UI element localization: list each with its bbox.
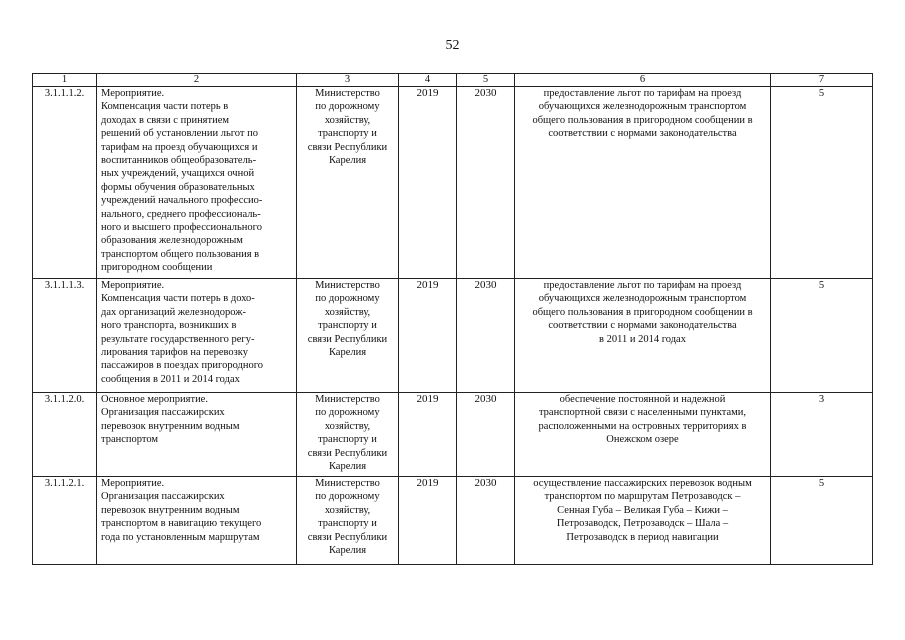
executor-line: связи Республики xyxy=(307,531,388,543)
result-line: Петрозаводск, Петрозаводск – Шала – xyxy=(556,518,729,530)
executor xyxy=(297,477,399,565)
expected-result xyxy=(515,87,771,279)
executor-line: транспорту и xyxy=(318,518,377,530)
name-line: Организация пассажирских xyxy=(101,491,225,503)
executor-line: Министерство xyxy=(315,478,380,489)
measure-name xyxy=(97,87,297,279)
header-cell-7: 7 xyxy=(771,74,873,87)
name-line: формы обучения образовательных xyxy=(101,181,255,193)
executor-line: хозяйству, xyxy=(324,504,371,516)
executor xyxy=(297,87,399,279)
result-line: Онежском озере xyxy=(606,434,679,446)
name-line: транспортом xyxy=(101,434,159,446)
result-line: Петрозаводск в период навигации xyxy=(566,531,719,543)
result-line: обучающихся железнодорожным транспортом xyxy=(538,101,747,113)
executor xyxy=(297,393,399,477)
expected-result xyxy=(515,393,771,477)
executor-line: связи Республики xyxy=(307,141,388,153)
expected-result xyxy=(515,279,771,393)
end-year: 2030 xyxy=(457,477,515,565)
result-line: предоставление льгот по тарифам на проезд xyxy=(543,280,742,291)
name-line: пассажиров в поездах пригородного xyxy=(101,360,264,372)
name-line: транспортом в навигацию текущего xyxy=(101,518,262,530)
result-line: общего пользования в пригородном сообщении в xyxy=(532,114,753,126)
measure-name xyxy=(97,393,297,477)
end-year: 2030 xyxy=(457,87,515,279)
executor-line: по дорожному xyxy=(315,293,380,305)
header-cell-2: 2 xyxy=(97,74,297,87)
name-line: учреждений начального профессио- xyxy=(101,195,263,207)
executor-line: транспорту и xyxy=(318,434,377,446)
name-line: ного транспорта, возникших в xyxy=(101,320,237,332)
header-cell-3: 3 xyxy=(297,74,399,87)
executor-line: хозяйству, xyxy=(324,114,371,126)
start-year: 2019 xyxy=(399,87,457,279)
table-row xyxy=(33,393,873,477)
result-line: осуществление пассажирских перевозок водным xyxy=(533,478,752,489)
measures-table xyxy=(32,73,873,565)
executor-line: транспорту и xyxy=(318,128,377,140)
executor xyxy=(297,279,399,393)
name-line: образования железнодорожным xyxy=(101,235,243,247)
measure-name xyxy=(97,279,297,393)
name-line: сообщения в 2011 и 2014 годах xyxy=(101,373,240,385)
result-line: обеспечение постоянной и надежной xyxy=(559,394,726,405)
result-line: общего пользования в пригородном сообщении в xyxy=(532,306,753,318)
executor-line: Карелия xyxy=(328,461,367,473)
name-line: доходах в связи с принятием xyxy=(101,114,230,126)
result-line: предоставление льгот по тарифам на проезд xyxy=(543,88,742,99)
measure-code: 3.1.1.1.2. xyxy=(33,87,97,279)
name-line: Мероприятие. xyxy=(101,88,165,99)
name-line: Мероприятие. xyxy=(101,280,165,291)
result-line: соответствии с нормами законодательства xyxy=(548,320,737,332)
executor-line: хозяйству, xyxy=(324,420,371,432)
table-row xyxy=(33,87,873,279)
name-line: Основное мероприятие. xyxy=(101,394,208,405)
name-line: результате государственного регу- xyxy=(101,333,255,345)
result-line: транспортом по маршрутам Петрозаводск – xyxy=(544,491,741,503)
header-cell-5: 5 xyxy=(457,74,515,87)
name-line: Компенсация части потерь в xyxy=(101,101,229,113)
start-year: 2019 xyxy=(399,279,457,393)
header-cell-6: 6 xyxy=(515,74,771,87)
name-line: тарифам на проезд обучающихся и xyxy=(101,141,258,153)
name-line: перевозок внутренним водным xyxy=(101,504,240,516)
executor-line: Министерство xyxy=(315,394,380,405)
executor-line: Министерство xyxy=(315,280,380,291)
table-row xyxy=(33,279,873,393)
measure-code: 3.1.1.1.3. xyxy=(33,279,97,393)
result-line: транспортной связи с населенными пунктами, xyxy=(538,407,747,419)
start-year: 2019 xyxy=(399,393,457,477)
name-line: ных учреждений, учащихся очной xyxy=(101,168,255,180)
start-year: 2019 xyxy=(399,477,457,565)
executor-line: Министерство xyxy=(315,88,380,99)
header-cell-4: 4 xyxy=(399,74,457,87)
page-number: 52 xyxy=(445,38,460,53)
expected-result xyxy=(515,477,771,565)
executor-line: связи Республики xyxy=(307,447,388,459)
name-line: Мероприятие. xyxy=(101,478,165,489)
name-line: Компенсация части потерь в дохо- xyxy=(101,293,255,305)
name-line: года по установленным маршрутам xyxy=(101,531,260,543)
name-line: транспортом общего пользования в xyxy=(101,248,260,260)
name-line: ного и высшего профессионального xyxy=(101,222,262,234)
executor-line: хозяйству, xyxy=(324,306,371,318)
indicator-ref: 5 xyxy=(771,477,873,565)
name-line: решений об установлении льгот по xyxy=(101,128,258,140)
result-line: Сенная Губа – Великая Губа – Кижи – xyxy=(557,504,728,516)
result-line: соответствии с нормами законодательства xyxy=(548,128,737,140)
measure-code: 3.1.1.2.1. xyxy=(33,477,97,565)
header-row xyxy=(33,74,873,87)
indicator-ref: 5 xyxy=(771,279,873,393)
measure-code: 3.1.1.2.0. xyxy=(33,393,97,477)
table-row xyxy=(33,477,873,565)
name-line: Организация пассажирских xyxy=(101,407,225,419)
name-line: воспитанников общеобразователь- xyxy=(101,155,257,167)
indicator-ref: 3 xyxy=(771,393,873,477)
name-line: дах организаций железнодорож- xyxy=(101,306,246,318)
result-line: обучающихся железнодорожным транспортом xyxy=(538,293,747,305)
end-year: 2030 xyxy=(457,279,515,393)
executor-line: по дорожному xyxy=(315,101,380,113)
executor-line: Карелия xyxy=(328,545,367,557)
header-cell-1: 1 xyxy=(33,74,97,87)
end-year: 2030 xyxy=(457,393,515,477)
indicator-ref: 5 xyxy=(771,87,873,279)
measure-name xyxy=(97,477,297,565)
name-line: лирования тарифов на перевозку xyxy=(101,347,248,359)
result-line: в 2011 и 2014 годах xyxy=(599,333,686,345)
executor-line: транспорту и xyxy=(318,320,377,332)
result-line: расположенными на островных территориях в xyxy=(538,420,747,432)
name-line: перевозок внутренним водным xyxy=(101,420,240,432)
executor-line: по дорожному xyxy=(315,491,380,503)
name-line: нального, среднего профессиональ- xyxy=(101,208,261,220)
executor-line: связи Республики xyxy=(307,333,388,345)
executor-line: по дорожному xyxy=(315,407,380,419)
executor-line: Карелия xyxy=(328,347,367,359)
executor-line: Карелия xyxy=(328,155,367,167)
name-line: пригородном сообщении xyxy=(101,262,213,274)
